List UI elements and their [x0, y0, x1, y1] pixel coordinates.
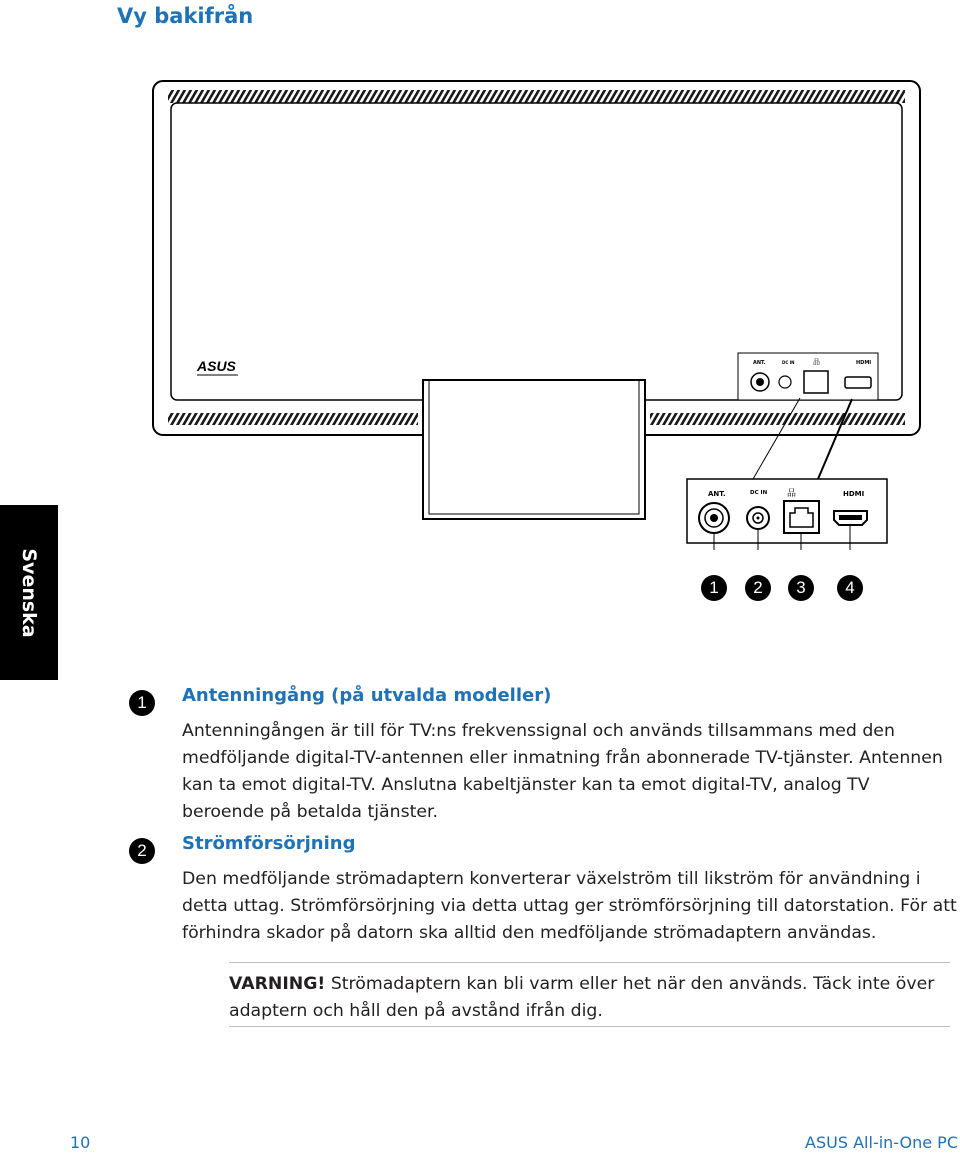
warning-label: VARNING!	[229, 974, 326, 994]
svg-text:ANT.: ANT.	[753, 360, 766, 366]
language-side-tab	[0, 505, 58, 680]
svg-text:DC IN: DC IN	[782, 360, 795, 365]
section-2-number: 2	[129, 838, 155, 864]
brand-logo: ASUS	[197, 358, 236, 374]
hdmi-port	[834, 511, 867, 525]
footer-product-name: ASUS All-in-One PC	[805, 1133, 958, 1152]
language-label: Svenska	[18, 547, 40, 638]
bottom-vent-right	[650, 413, 905, 425]
bottom-vent-left	[168, 413, 418, 425]
warning-top-rule	[229, 962, 950, 963]
antenna-port	[699, 503, 729, 533]
callout-3: 3	[788, 575, 814, 601]
lan-port-label: 品	[787, 489, 797, 499]
section-1-heading: Antenningång (på utvalda modeller)	[182, 685, 552, 706]
warning-bottom-rule	[229, 1026, 950, 1027]
page-title: Vy bakifrån	[117, 4, 254, 28]
callout-4: 4	[837, 575, 863, 601]
top-vent	[168, 90, 905, 103]
dc-in-port	[747, 507, 769, 529]
callout-2: 2	[745, 575, 771, 601]
warning-text: Strömadaptern kan bli varm eller het när den används. Täck inte över adaptern och håll den på avstånd ifrån dig.	[229, 974, 935, 1021]
svg-text:HDMI: HDMI	[856, 360, 872, 366]
section-1-number: 1	[129, 690, 155, 716]
stand	[423, 380, 645, 519]
section-2-heading: Strömförsörjning	[182, 833, 356, 854]
section-2-body: Den medföljande strömadaptern konverterar växelström till likström för användning i detta uttag. Strömförsörjning via detta uttag ger strömförsörjning till datorstation. För att förhindra skador på datorn ska alltid den medföljande strömadaptern användas.	[182, 869, 957, 943]
dc-in-port-label: DC IN	[750, 490, 768, 496]
callout-1: 1	[701, 575, 727, 601]
svg-text:品: 品	[813, 358, 820, 366]
hdmi-port-label: HDMI	[843, 490, 865, 498]
warning-note	[229, 971, 949, 1025]
lan-port	[784, 501, 819, 533]
page-number: 10	[70, 1133, 91, 1152]
rear-view-illustration	[150, 75, 925, 550]
ant-port-label: ANT.	[708, 490, 726, 498]
section-1-body: Antenningången är till för TV:ns frekvenssignal och används tillsammans med den medföljande digital-TV-antennen eller inmatning från abonnerade TV-tjänster. Antennen kan ta emot digital-TV. Anslutna kabeltjänster kan ta emot digital-TV, analog TV beroende på betalda tjänster.	[182, 721, 943, 822]
